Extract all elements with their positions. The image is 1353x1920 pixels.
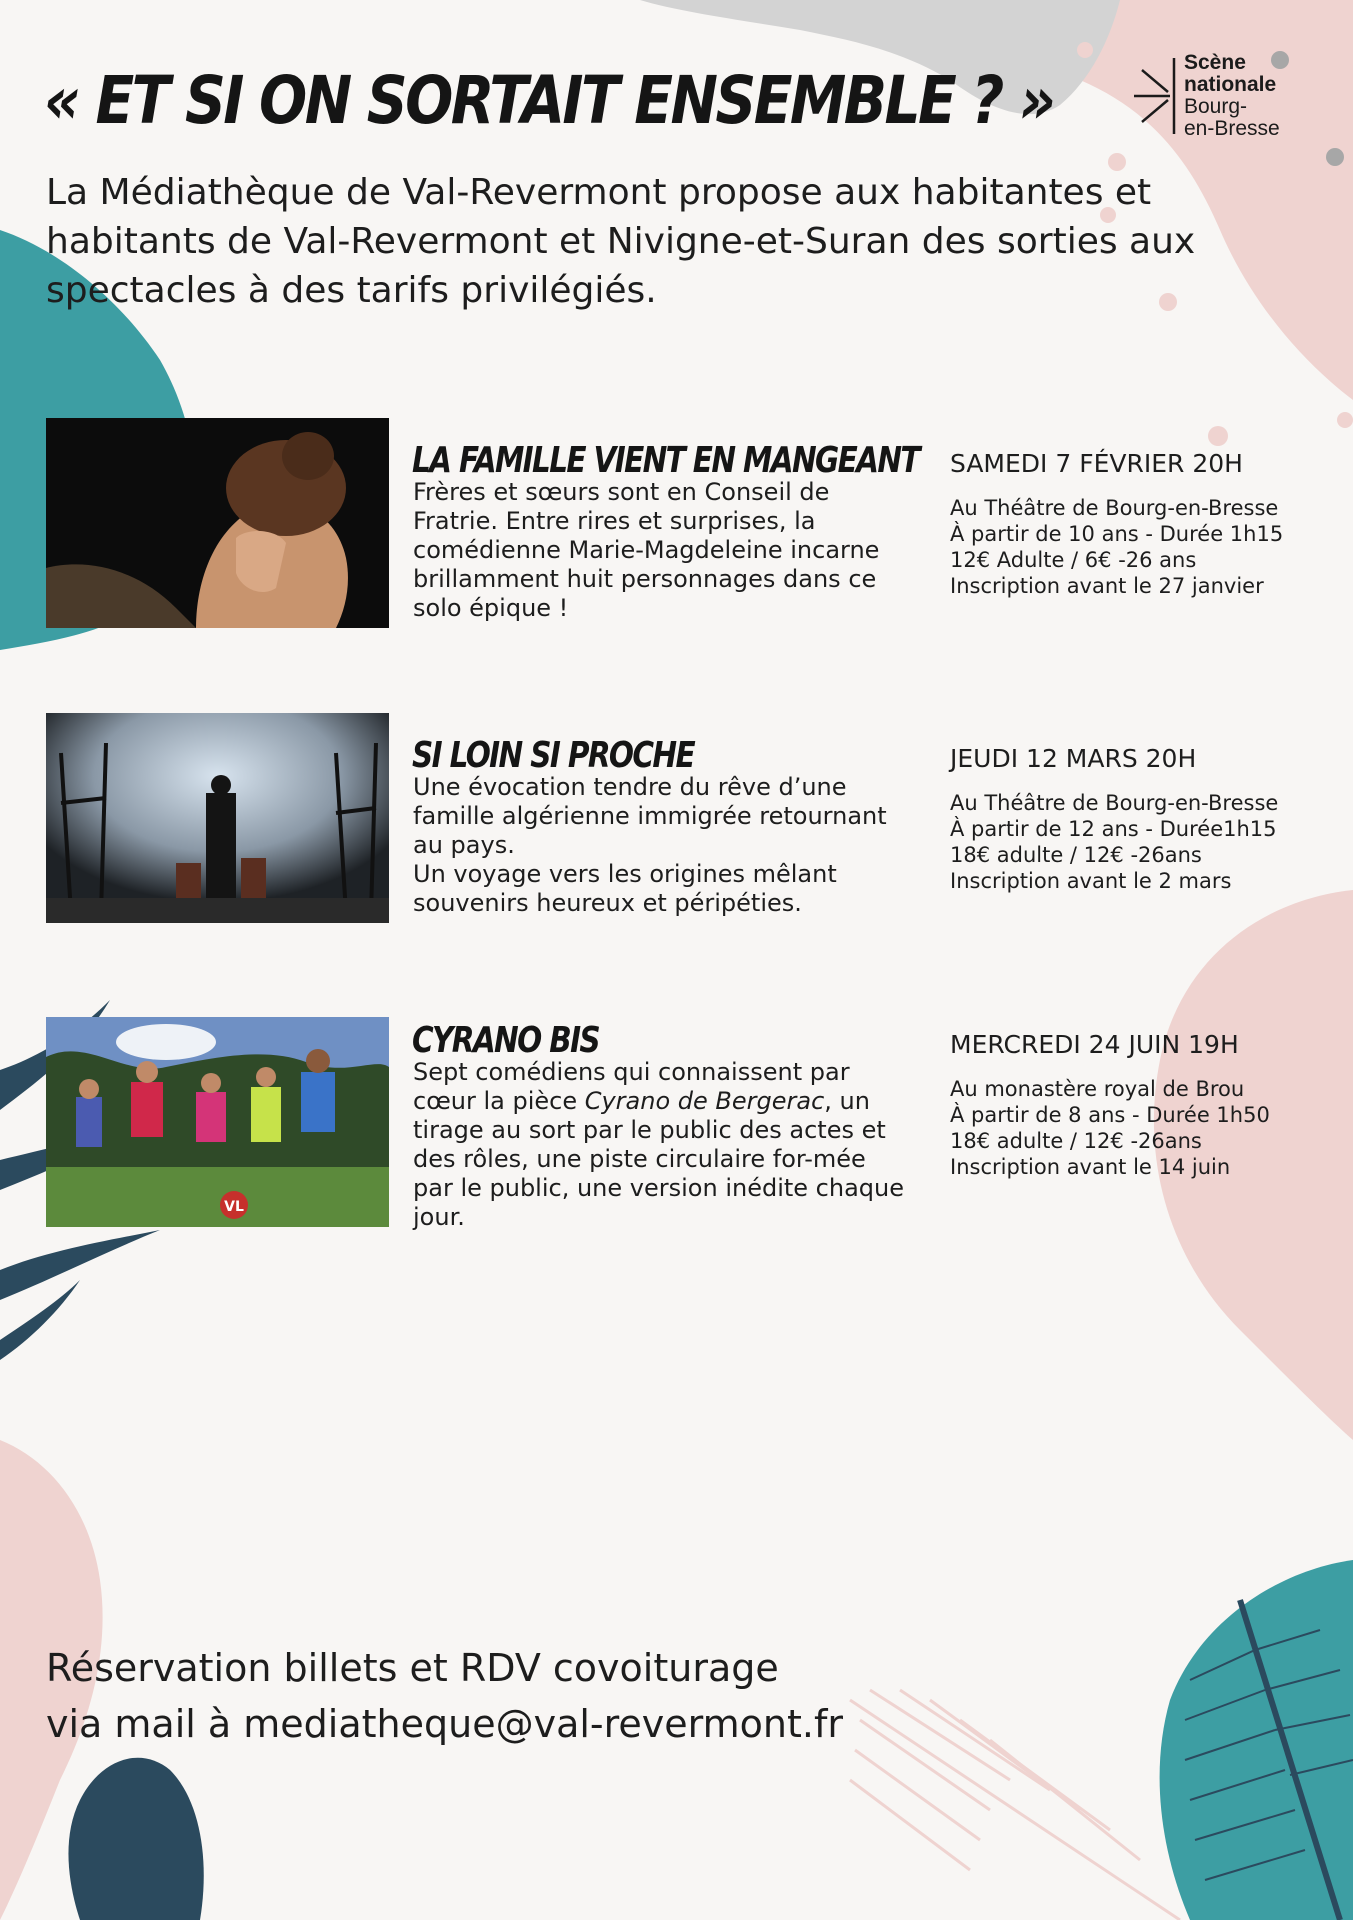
reservation-footer [46,1640,843,1752]
event-description-2: Une évocation tendre du rêve d’une famille algérienne immigrée retournant au pays. [413,773,887,859]
event-description-3-part1: Sept comédiens qui connaissent par cœur la pièce [413,1058,850,1115]
event-description-3-part2: , un tirage au sort par le public des actes et des rôles, une piste circulaire for-mée par le public, une version inédite chaque jour. [413,1087,904,1231]
event-age-3: À partir de 8 ans - Durée 1h50 [950,1103,1270,1127]
logo-line-4: en-Bresse [1184,117,1280,140]
footer-email-line: via mail à mediatheque@val-revermont.fr [46,1702,843,1746]
event-venue-3: Au monastère royal de Brou [950,1077,1245,1101]
event-title-1: LA FAMILLE VIENT EN MANGEANT [412,440,919,481]
svg-text:VL: VL [224,1199,244,1215]
event-description-3-italic: Cyrano de Bergerac [584,1087,825,1115]
scene-nationale-logo [1130,52,1300,147]
starburst-icon [1130,56,1178,136]
event-venue-2: Au Théâtre de Bourg-en-Bresse [950,791,1279,815]
event-date-3: MERCREDI 24 JUIN 19H [950,1030,1239,1059]
logo-line-2: nationale [1184,73,1277,96]
intro-text: La Médiathèque de Val-Revermont propose aux habitantes et habitants de Val-Revermont et Nivigne-et-Suran des sorties aux spectacles à des tarifs privilégiés. [46,172,1196,311]
event-date-2: JEUDI 12 MARS 20H [950,744,1197,773]
event-title-2: SI LOIN SI PROCHE [412,735,694,776]
event-deadline-3: Inscription avant le 14 juin [950,1155,1231,1179]
footer-line-1: Réservation billets et RDV covoiturage [46,1646,779,1690]
event-age-1: À partir de 10 ans - Durée 1h15 [950,522,1284,546]
event-deadline-2: Inscription avant le 2 mars [950,869,1232,893]
event-venue-1: Au Théâtre de Bourg-en-Bresse [950,496,1279,520]
page-title: « ET SI ON SORTAIT ENSEMBLE ? » [44,62,1054,139]
navy-blob-bottom-left [68,1758,203,1920]
event-info-3 [950,1076,1330,1180]
logo-line-1: Scène [1184,51,1246,74]
event-description-1: Frères et sœurs sont en Conseil de Fratrie. Entre rires et surprises, la comédienne Marie-Magdeleine incarne brillamment huit personnages dans ce solo épique ! [413,478,880,622]
teal-leaf-bottom-right [1160,1560,1353,1920]
event-description-3 [413,1058,913,1232]
event-photo-2 [46,713,389,923]
event-price-1: 12€ Adulte / 6€ -26 ans [950,548,1197,572]
event-price-3: 18€ adulte / 12€ -26ans [950,1129,1202,1153]
event-deadline-1: Inscription avant le 27 janvier [950,574,1264,598]
pink-lines-leaf [850,1690,1180,1920]
event-date-1: SAMEDI 7 FÉVRIER 20H [950,449,1243,478]
event-photo-1 [46,418,389,628]
event-photo-3 [46,1017,389,1227]
event-info-2 [950,790,1330,894]
event-age-2: À partir de 12 ans - Durée1h15 [950,817,1277,841]
event-title-3: CYRANO BIS [412,1020,600,1061]
event-price-2: 18€ adulte / 12€ -26ans [950,843,1202,867]
logo-line-3: Bourg- [1184,95,1248,118]
event-info-1 [950,495,1330,599]
event-description-2b: Un voyage vers les origines mêlant souvenirs heureux et péripéties. [413,860,837,917]
